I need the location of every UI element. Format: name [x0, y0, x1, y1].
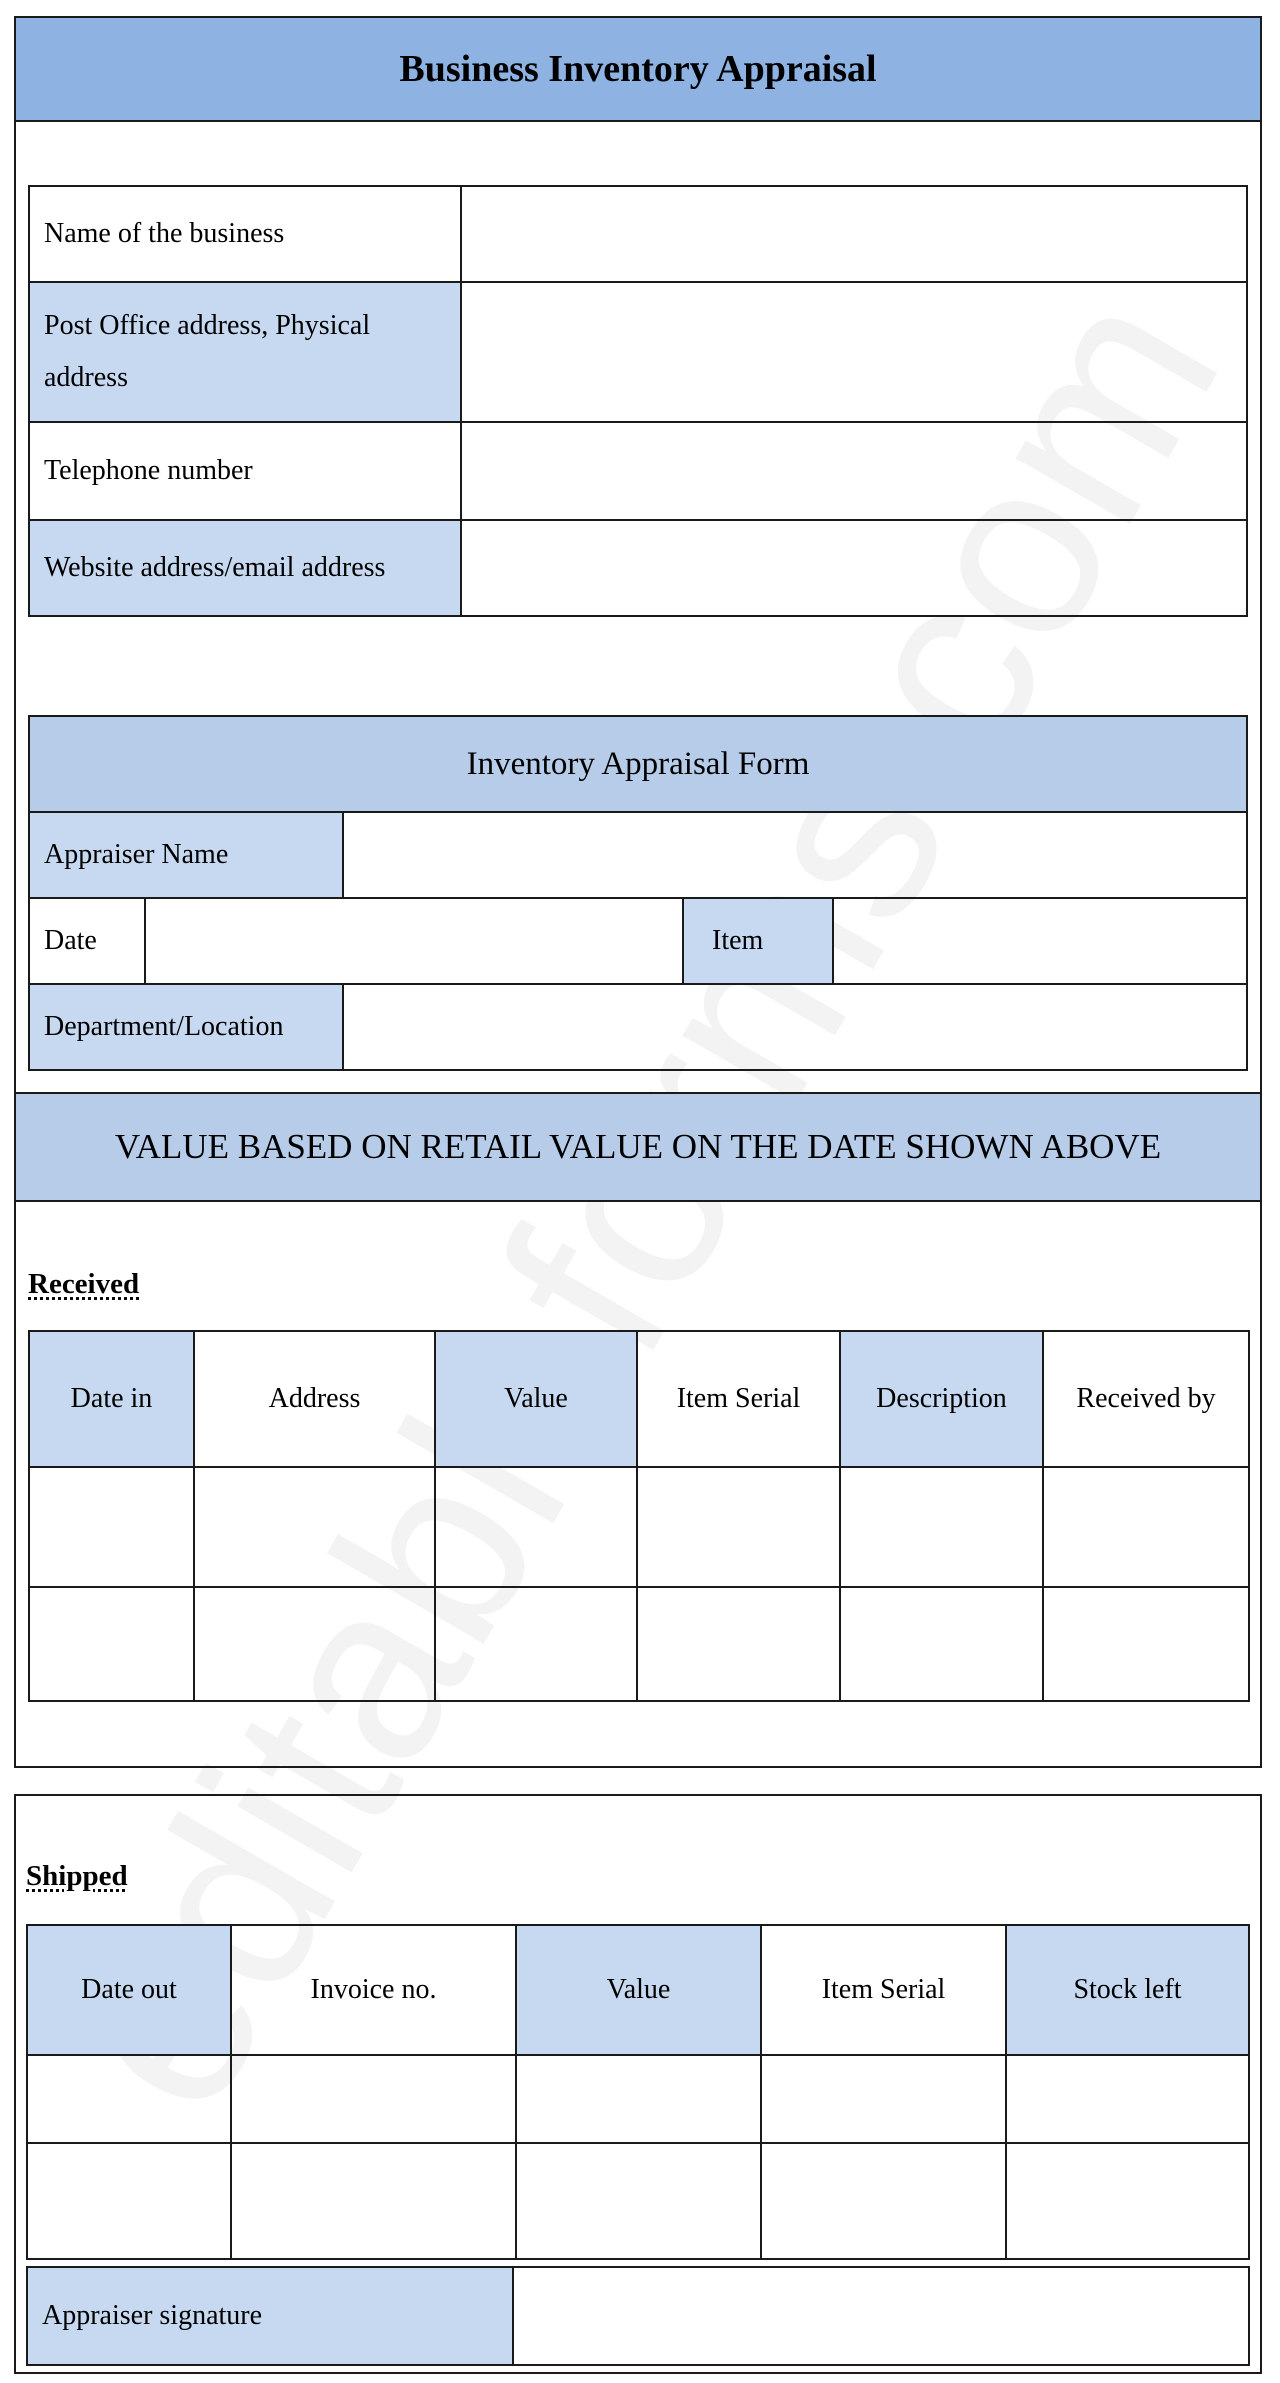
table-cell[interactable] [516, 2143, 761, 2259]
table-cell[interactable] [231, 2143, 516, 2259]
appraiser-signature-field[interactable] [513, 2267, 1249, 2365]
shipped-table [26, 1924, 1250, 2260]
col-value: Value [516, 1925, 761, 2055]
table-row [29, 1467, 1249, 1587]
shipped-heading: Shipped [26, 1860, 128, 1892]
business-name-field[interactable] [461, 186, 1247, 282]
page-title: Business Inventory Appraisal [399, 48, 877, 90]
received-heading: Received [28, 1268, 140, 1300]
item-field[interactable] [833, 898, 1247, 984]
table-cell[interactable] [840, 1467, 1043, 1587]
col-description: Description [840, 1331, 1043, 1467]
table-cell[interactable] [27, 2055, 231, 2143]
business-info-table [28, 185, 1248, 617]
table-cell[interactable] [637, 1467, 840, 1587]
col-invoice-no: Invoice no. [231, 1925, 516, 2055]
table-row [29, 898, 1247, 984]
table-cell[interactable] [1043, 1467, 1249, 1587]
table-cell[interactable] [840, 1587, 1043, 1701]
appraiser-name-field[interactable] [343, 812, 1247, 898]
table-cell[interactable] [194, 1467, 435, 1587]
table-row [27, 2055, 1249, 2143]
business-name-label: Name of the business [29, 186, 461, 282]
appraisal-form-heading: Inventory Appraisal Form [29, 716, 1247, 812]
col-value: Value [435, 1331, 637, 1467]
table-cell[interactable] [231, 2055, 516, 2143]
table-cell[interactable] [194, 1587, 435, 1701]
table-row [29, 812, 1247, 898]
website-label: Website address/email address [29, 520, 461, 616]
col-item-serial: Item Serial [761, 1925, 1006, 2055]
table-row [29, 1587, 1249, 1701]
received-table [28, 1330, 1250, 1702]
appraisal-form-table [28, 715, 1248, 1071]
table-row [29, 422, 1247, 520]
col-stock-left: Stock left [1006, 1925, 1249, 2055]
signature-table [26, 2266, 1250, 2366]
table-cell[interactable] [637, 1587, 840, 1701]
table-cell[interactable] [435, 1467, 637, 1587]
title-band [16, 18, 1260, 122]
website-field[interactable] [461, 520, 1247, 616]
table-cell[interactable] [516, 2055, 761, 2143]
table-cell[interactable] [29, 1587, 194, 1701]
appraiser-signature-label: Appraiser signature [27, 2267, 513, 2365]
table-row [27, 2267, 1249, 2365]
col-item-serial: Item Serial [637, 1331, 840, 1467]
date-label: Date [29, 898, 145, 984]
date-field[interactable] [145, 898, 683, 984]
department-label: Department/Location [29, 984, 343, 1070]
address-label: Post Office address, Physical address [29, 282, 461, 422]
item-label: Item [683, 898, 833, 984]
table-cell[interactable] [761, 2143, 1006, 2259]
table-row [29, 1331, 1249, 1467]
telephone-label: Telephone number [29, 422, 461, 520]
value-banner-text: VALUE BASED ON RETAIL VALUE ON THE DATE SHOWN ABOVE [114, 1127, 1162, 1166]
department-field[interactable] [343, 984, 1247, 1070]
table-cell[interactable] [1006, 2055, 1249, 2143]
table-row [29, 984, 1247, 1070]
table-cell[interactable] [761, 2055, 1006, 2143]
table-row [29, 716, 1247, 812]
table-row [27, 2143, 1249, 2259]
table-row [29, 282, 1247, 422]
table-row [27, 1925, 1249, 2055]
appraiser-name-label: Appraiser Name [29, 812, 343, 898]
table-cell[interactable] [435, 1587, 637, 1701]
col-date-in: Date in [29, 1331, 194, 1467]
col-address: Address [194, 1331, 435, 1467]
col-date-out: Date out [27, 1925, 231, 2055]
table-cell[interactable] [1043, 1587, 1249, 1701]
table-cell[interactable] [29, 1467, 194, 1587]
value-banner [16, 1092, 1260, 1202]
address-field[interactable] [461, 282, 1247, 422]
col-received-by: Received by [1043, 1331, 1249, 1467]
table-cell[interactable] [1006, 2143, 1249, 2259]
table-row [29, 186, 1247, 282]
table-cell[interactable] [27, 2143, 231, 2259]
telephone-field[interactable] [461, 422, 1247, 520]
table-row [29, 520, 1247, 616]
